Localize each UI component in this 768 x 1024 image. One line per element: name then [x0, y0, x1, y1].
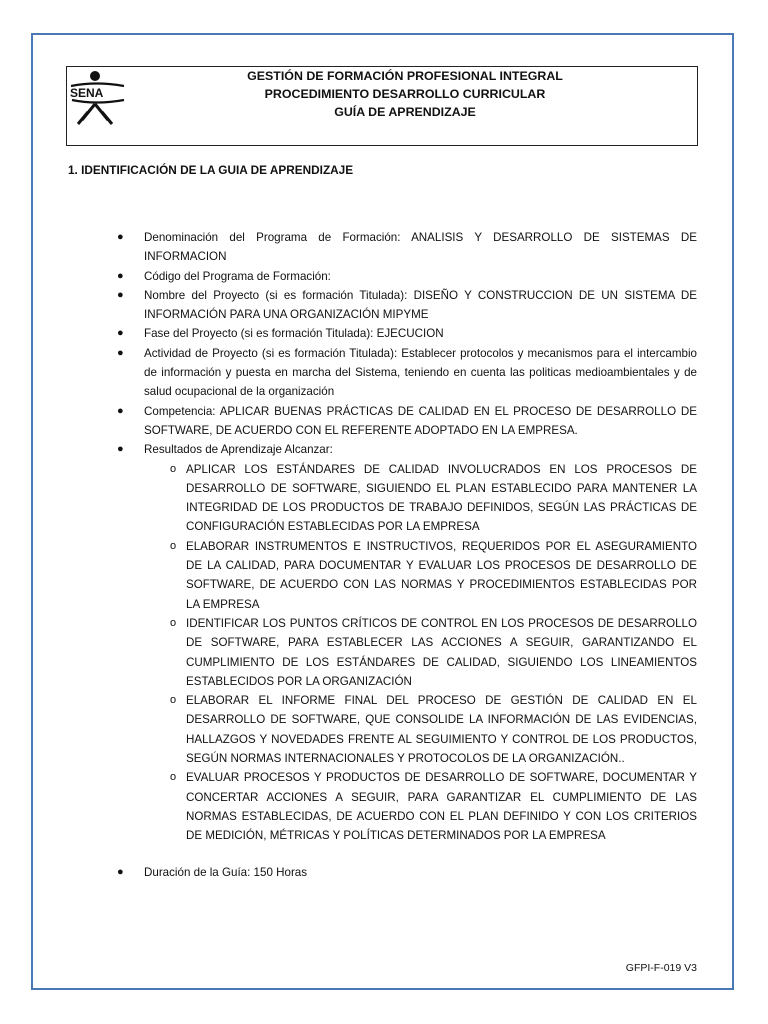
- list-item: ● Competencia: APLICAR BUENAS PRÁCTICAS DE CALIDAD EN EL PROCESO DE DESARROLLO DE SOFTWARE, DE ACUERDO CON EL REFERENTE ADOPTADO EN LA EMPRESA.: [112, 402, 697, 441]
- results-list: [144, 460, 697, 846]
- list-item: ● Nombre del Proyecto (si es formación Titulada): DISEÑO Y CONSTRUCCION DE UN SISTEMA DE INFORMACIÓN PARA UNA ORGANIZACIÓN MIPYME: [112, 286, 697, 325]
- bullet-icon: ●: [117, 231, 124, 243]
- identification-list: [112, 228, 697, 846]
- header-line-1: GESTIÓN DE FORMACIÓN PROFESIONAL INTEGRAL: [247, 69, 563, 83]
- result-item: o ELABORAR EL INFORME FINAL DEL PROCESO DE GESTIÓN DE CALIDAD EN EL DESARROLLO DE SOFTWARE, QUE CONSOLIDE LA INFORMACIÓN DE LAS EVIDENCIAS, HALLAZGOS Y NOVEDADES FRENTE AL SEGUIMIENTO Y CONTROL DE LOS PRODUCTOS, SEGÚN NORMAS INTERNACIONALES Y PROTOCOLOS DE LA ORGANIZACIÓN..: [144, 691, 697, 768]
- list-item: ● Resultados de Aprendizaje Alcanzar: o APLICAR LOS ESTÁNDARES DE CALIDAD INVOLUCRADOS EN LOS PROCESOS DE DESARROLLO DE SOFTWARE, SIGUIENDO EL PLAN ESTABLECIDO PARA MANTENER LA INTEGRIDAD DE LOS PRODUCTOS DE TRABAJO DEFINIDOS, SEGÚN LAS PRÁCTICAS DE CONFIGURACIÓN ESTABLECIDAS POR LA EMPRESA o ELABORAR INSTRUMENTOS E INSTRUCTIVOS, REQUERIDOS POR EL ASEGURAMIENTO DE LA CALIDAD, PARA DOCUMENTAR Y EVALUAR LOS PROCESOS DE DESARROLLO DE SOFTWARE, DE ACUERDO CON LAS NORMAS Y PROCEDIMIENTOS ESTABLECIDAS POR LA EMPRESA o IDENTIFICAR LOS PUNTOS CRÍTICOS DE CONTROL EN LOS PROCESOS DE DESARROLLO DE SOFTWARE, PARA ESTABLECER LAS ACCIONES A SEGUIR, GARANTIZANDO EL CUMPLIMIENTO DE LOS ESTÁNDARES DE CALIDAD, SIGUIENDO LOS LINEAMIENTOS ESTABLECIDOS POR LA ORGANIZACIÓN o ELABORAR EL INFORME FINAL DEL PROCESO DE GESTIÓN DE CALIDAD EN EL DESARROLLO DE SOFTWARE, QUE CONSOLIDE LA INFORMACIÓN DE LAS EVIDENCIAS, HALLAZGOS Y NOVEDADES FRENTE AL SEGUIMIENTO Y CONTROL DE LOS PRODUCTOS, SEGÚN NORMAS INTERNACIONALES Y PROTOCOLOS DE LA ORGANIZACIÓN.. o EVALUAR PROCESOS Y PRODUCTOS DE DESARROLLO DE SOFTWARE, DOCUMENTAR Y CONCERTAR ACCIONES A SEGUIR, PARA GARANTIZAR EL CUMPLIMIENTO DE LAS NORMAS ESTABLECIDAS, DE ACUERDO CON EL PLAN DEFINIDO Y CON LOS CRITERIOS DE MEDICIÓN, MÉTRICAS Y POLÍTICAS DETERMINADOS POR LA EMPRESA: [112, 440, 697, 845]
- footer-code: GFPI-F-019 V3: [625, 962, 697, 974]
- circle-bullet-icon: o: [170, 694, 177, 707]
- result-item: o ELABORAR INSTRUMENTOS E INSTRUCTIVOS, REQUERIDOS POR EL ASEGURAMIENTO DE LA CALIDAD, PARA DOCUMENTAR Y EVALUAR LOS PROCESOS DE DESARROLLO DE SOFTWARE, DE ACUERDO CON LAS NORMAS Y PROCEDIMIENTOS ESTABLECIDAS POR LA EMPRESA: [144, 537, 697, 614]
- bullet-icon: ●: [117, 865, 124, 878]
- list-item: ● Fase del Proyecto (si es formación Titulada): EJECUCION: [112, 324, 697, 343]
- bullet-icon: ●: [117, 327, 124, 340]
- list-item: ● Código del Programa de Formación:: [112, 267, 697, 286]
- section-title: 1. IDENTIFICACIÓN DE LA GUIA DE APRENDIZAJE: [68, 163, 354, 177]
- bullet-icon: ●: [117, 269, 124, 282]
- duration-item: ● Duración de la Guía: 150 Horas: [112, 863, 697, 882]
- list-item: ● Actividad de Proyecto (si es formación Titulada): Establecer protocolos y mecanismos para el intercambio de información y puesta en marcha del Sistema, teniendo en cuenta las politicas medioambientales y de salud ocupacional de la organización: [112, 344, 697, 402]
- result-item: o IDENTIFICAR LOS PUNTOS CRÍTICOS DE CONTROL EN LOS PROCESOS DE DESARROLLO DE SOFTWARE, PARA ESTABLECER LAS ACCIONES A SEGUIR, GARANTIZANDO EL CUMPLIMIENTO DE LOS ESTÁNDARES DE CALIDAD, SIGUIENDO LOS LINEAMIENTOS ESTABLECIDOS POR LA ORGANIZACIÓN: [144, 614, 697, 691]
- guide-content: [112, 228, 697, 882]
- bullet-icon: ●: [117, 443, 124, 456]
- header-title-block: [140, 66, 670, 121]
- list-item: ● Denominación del Programa de Formación: ANALISIS Y DESARROLLO DE SISTEMAS DE INFORMACION: [112, 228, 697, 267]
- bullet-icon: ●: [117, 346, 124, 359]
- result-item: o APLICAR LOS ESTÁNDARES DE CALIDAD INVOLUCRADOS EN LOS PROCESOS DE DESARROLLO DE SOFTWARE, SIGUIENDO EL PLAN ESTABLECIDO PARA MANTENER LA INTEGRIDAD DE LOS PRODUCTOS DE TRABAJO DEFINIDOS, SEGÚN LAS PRÁCTICAS DE CONFIGURACIÓN ESTABLECIDAS POR LA EMPRESA: [144, 460, 697, 537]
- circle-bullet-icon: o: [170, 771, 177, 784]
- header-line-3: GUÍA DE APRENDIZAJE: [334, 105, 476, 119]
- logo-text: SENA: [70, 86, 104, 100]
- bullet-icon: ●: [117, 288, 124, 301]
- bullet-icon: ●: [117, 404, 124, 417]
- sena-logo: [68, 70, 130, 128]
- result-item: o EVALUAR PROCESOS Y PRODUCTOS DE DESARROLLO DE SOFTWARE, DOCUMENTAR Y CONCERTAR ACCIONES A SEGUIR, PARA GARANTIZAR EL CUMPLIMIENTO DE LAS NORMAS ESTABLECIDAS, DE ACUERDO CON EL PLAN DEFINIDO Y CON LOS CRITERIOS DE MEDICIÓN, MÉTRICAS Y POLÍTICAS DETERMINADOS POR LA EMPRESA: [144, 768, 697, 845]
- circle-bullet-icon: o: [170, 462, 177, 475]
- header-line-2: PROCEDIMIENTO DESARROLLO CURRICULAR: [264, 87, 546, 101]
- circle-bullet-icon: o: [170, 539, 177, 552]
- circle-bullet-icon: o: [170, 616, 177, 629]
